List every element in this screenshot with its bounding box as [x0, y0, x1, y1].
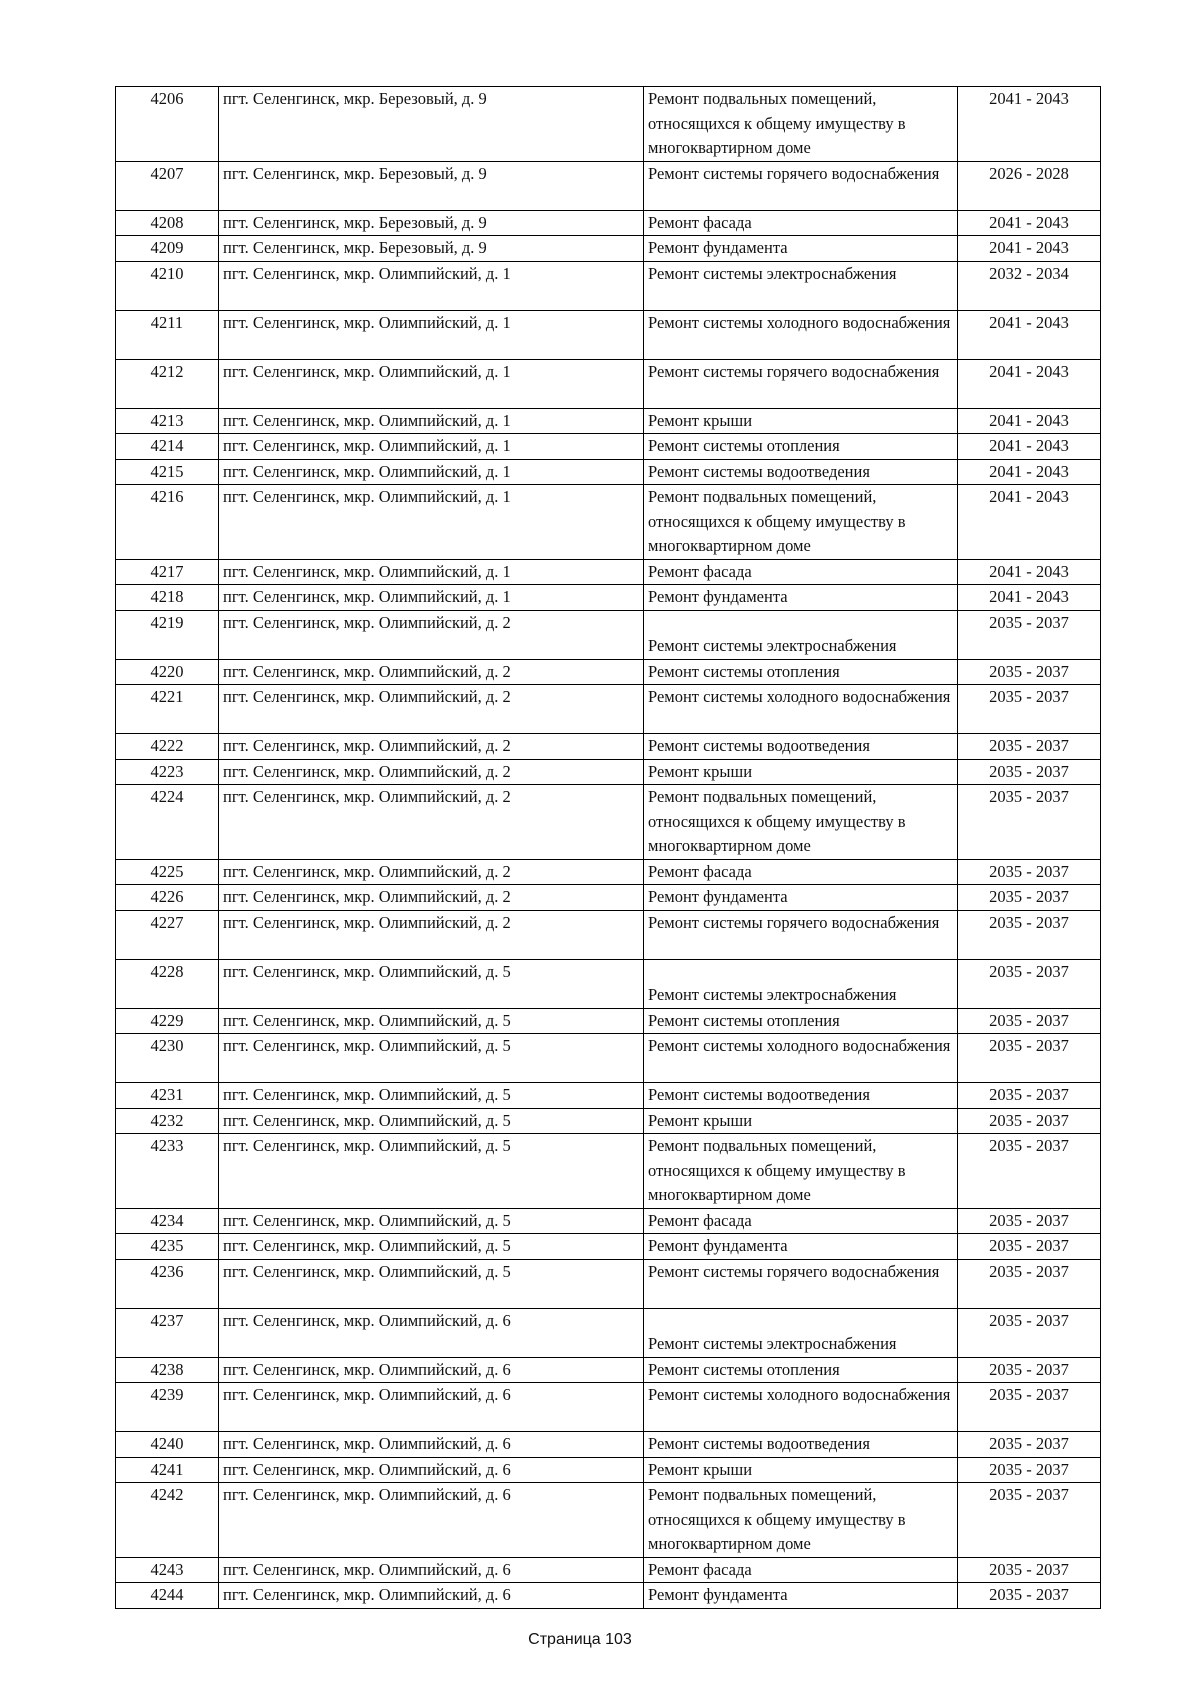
row-address: пгт. Селенгинск, мкр. Олимпийский, д. 2: [219, 610, 644, 659]
row-work-type: Ремонт фундамента: [644, 236, 958, 262]
row-period: 2035 - 2037: [958, 885, 1101, 911]
row-period: 2035 - 2037: [958, 685, 1101, 734]
row-period: 2041 - 2043: [958, 585, 1101, 611]
table-row: [116, 1034, 1101, 1083]
table-row: [116, 1383, 1101, 1432]
row-period: 2035 - 2037: [958, 859, 1101, 885]
row-number: 4220: [116, 659, 219, 685]
row-address: пгт. Селенгинск, мкр. Олимпийский, д. 6: [219, 1308, 644, 1357]
row-work-type: Ремонт системы горячего водоснабжения: [644, 910, 958, 959]
table-row: [116, 1234, 1101, 1260]
table-row: [116, 261, 1101, 310]
row-address: пгт. Селенгинск, мкр. Олимпийский, д. 1: [219, 585, 644, 611]
row-work-type: Ремонт системы горячего водоснабжения: [644, 1259, 958, 1308]
row-number: 4215: [116, 459, 219, 485]
row-address: пгт. Селенгинск, мкр. Олимпийский, д. 1: [219, 485, 644, 560]
row-period: 2035 - 2037: [958, 1208, 1101, 1234]
row-number: 4228: [116, 959, 219, 1008]
row-address: пгт. Селенгинск, мкр. Олимпийский, д. 2: [219, 734, 644, 760]
table-row: [116, 910, 1101, 959]
row-address: пгт. Селенгинск, мкр. Олимпийский, д. 6: [219, 1432, 644, 1458]
row-number: 4223: [116, 759, 219, 785]
table-row: [116, 759, 1101, 785]
row-work-type: Ремонт крыши: [644, 1108, 958, 1134]
row-period: 2035 - 2037: [958, 1134, 1101, 1209]
row-number: 4225: [116, 859, 219, 885]
row-work-type: Ремонт системы холодного водоснабжения: [644, 1383, 958, 1432]
row-number: 4212: [116, 359, 219, 408]
row-work-type: Ремонт системы отопления: [644, 659, 958, 685]
row-work-type: Ремонт системы водоотведения: [644, 1432, 958, 1458]
row-work-type: Ремонт системы электроснабжения: [644, 959, 958, 1008]
row-address: пгт. Селенгинск, мкр. Олимпийский, д. 2: [219, 759, 644, 785]
row-address: пгт. Селенгинск, мкр. Олимпийский, д. 1: [219, 459, 644, 485]
row-work-type: Ремонт системы холодного водоснабжения: [644, 310, 958, 359]
row-number: 4242: [116, 1483, 219, 1558]
row-work-type: Ремонт фасада: [644, 1208, 958, 1234]
table-row: [116, 659, 1101, 685]
table-row: [116, 236, 1101, 262]
table-row: [116, 1432, 1101, 1458]
row-period: 2035 - 2037: [958, 1034, 1101, 1083]
row-number: 4218: [116, 585, 219, 611]
table-row: [116, 1583, 1101, 1609]
table-row: [116, 885, 1101, 911]
row-number: 4209: [116, 236, 219, 262]
row-number: 4208: [116, 210, 219, 236]
row-address: пгт. Селенгинск, мкр. Олимпийский, д. 1: [219, 408, 644, 434]
row-address: пгт. Селенгинск, мкр. Березовый, д. 9: [219, 236, 644, 262]
row-period: 2041 - 2043: [958, 210, 1101, 236]
row-address: пгт. Селенгинск, мкр. Олимпийский, д. 2: [219, 885, 644, 911]
capital-repair-table: [115, 86, 1101, 1609]
row-period: 2041 - 2043: [958, 434, 1101, 460]
row-address: пгт. Селенгинск, мкр. Олимпийский, д. 1: [219, 261, 644, 310]
row-address: пгт. Селенгинск, мкр. Олимпийский, д. 5: [219, 1234, 644, 1260]
row-period: 2035 - 2037: [958, 1083, 1101, 1109]
table-row: [116, 610, 1101, 659]
row-address: пгт. Селенгинск, мкр. Олимпийский, д. 1: [219, 359, 644, 408]
table-row: [116, 1108, 1101, 1134]
row-work-type: Ремонт подвальных помещений, относящихся к общему имуществу в многоквартирном доме: [644, 87, 958, 162]
row-work-type: Ремонт системы водоотведения: [644, 1083, 958, 1109]
row-number: 4219: [116, 610, 219, 659]
row-work-type: Ремонт подвальных помещений, относящихся к общему имуществу в многоквартирном доме: [644, 485, 958, 560]
row-number: 4231: [116, 1083, 219, 1109]
row-address: пгт. Селенгинск, мкр. Олимпийский, д. 5: [219, 1134, 644, 1209]
row-address: пгт. Селенгинск, мкр. Олимпийский, д. 6: [219, 1483, 644, 1558]
row-period: 2035 - 2037: [958, 759, 1101, 785]
row-number: 4217: [116, 559, 219, 585]
row-address: пгт. Селенгинск, мкр. Олимпийский, д. 2: [219, 685, 644, 734]
row-period: 2035 - 2037: [958, 910, 1101, 959]
row-period: 2041 - 2043: [958, 87, 1101, 162]
row-work-type: Ремонт системы электроснабжения: [644, 1308, 958, 1357]
row-address: пгт. Селенгинск, мкр. Олимпийский, д. 2: [219, 659, 644, 685]
row-period: 2035 - 2037: [958, 1457, 1101, 1483]
row-period: 2035 - 2037: [958, 610, 1101, 659]
row-work-type: Ремонт системы водоотведения: [644, 459, 958, 485]
row-work-type: Ремонт фундамента: [644, 1583, 958, 1609]
row-number: 4207: [116, 161, 219, 210]
row-number: 4244: [116, 1583, 219, 1609]
row-address: пгт. Селенгинск, мкр. Олимпийский, д. 2: [219, 785, 644, 860]
row-number: 4240: [116, 1432, 219, 1458]
row-period: 2035 - 2037: [958, 959, 1101, 1008]
row-number: 4226: [116, 885, 219, 911]
row-period: 2041 - 2043: [958, 459, 1101, 485]
row-work-type: Ремонт системы электроснабжения: [644, 610, 958, 659]
row-address: пгт. Селенгинск, мкр. Олимпийский, д. 5: [219, 1083, 644, 1109]
row-address: пгт. Селенгинск, мкр. Березовый, д. 9: [219, 87, 644, 162]
row-number: 4229: [116, 1008, 219, 1034]
row-address: пгт. Селенгинск, мкр. Олимпийский, д. 5: [219, 1034, 644, 1083]
row-work-type: Ремонт системы отопления: [644, 434, 958, 460]
table-row: [116, 310, 1101, 359]
row-address: пгт. Селенгинск, мкр. Олимпийский, д. 6: [219, 1557, 644, 1583]
row-address: пгт. Селенгинск, мкр. Олимпийский, д. 1: [219, 559, 644, 585]
row-address: пгт. Селенгинск, мкр. Олимпийский, д. 5: [219, 1108, 644, 1134]
row-number: 4227: [116, 910, 219, 959]
row-work-type: Ремонт крыши: [644, 1457, 958, 1483]
row-number: 4232: [116, 1108, 219, 1134]
table-row: [116, 1208, 1101, 1234]
row-number: 4224: [116, 785, 219, 860]
row-address: пгт. Селенгинск, мкр. Олимпийский, д. 5: [219, 1208, 644, 1234]
row-work-type: Ремонт фундамента: [644, 1234, 958, 1260]
row-number: 4243: [116, 1557, 219, 1583]
row-period: 2035 - 2037: [958, 1357, 1101, 1383]
row-address: пгт. Селенгинск, мкр. Олимпийский, д. 5: [219, 959, 644, 1008]
row-work-type: Ремонт крыши: [644, 759, 958, 785]
row-work-type: Ремонт подвальных помещений, относящихся к общему имуществу в многоквартирном доме: [644, 1483, 958, 1558]
table-row: [116, 359, 1101, 408]
row-number: 4230: [116, 1034, 219, 1083]
row-work-type: Ремонт системы отопления: [644, 1357, 958, 1383]
row-work-type: Ремонт подвальных помещений, относящихся к общему имуществу в многоквартирном доме: [644, 1134, 958, 1209]
row-period: 2026 - 2028: [958, 161, 1101, 210]
row-period: 2035 - 2037: [958, 1008, 1101, 1034]
table-row: [116, 685, 1101, 734]
row-address: пгт. Селенгинск, мкр. Березовый, д. 9: [219, 210, 644, 236]
row-period: 2035 - 2037: [958, 785, 1101, 860]
row-number: 4233: [116, 1134, 219, 1209]
row-period: 2041 - 2043: [958, 359, 1101, 408]
row-period: 2035 - 2037: [958, 1557, 1101, 1583]
row-period: 2035 - 2037: [958, 659, 1101, 685]
row-address: пгт. Селенгинск, мкр. Олимпийский, д. 5: [219, 1259, 644, 1308]
table-row: [116, 434, 1101, 460]
row-period: 2041 - 2043: [958, 310, 1101, 359]
table-row: [116, 1008, 1101, 1034]
row-work-type: Ремонт системы холодного водоснабжения: [644, 685, 958, 734]
row-period: 2035 - 2037: [958, 1432, 1101, 1458]
row-work-type: Ремонт подвальных помещений, относящихся к общему имуществу в многоквартирном доме: [644, 785, 958, 860]
row-address: пгт. Селенгинск, мкр. Олимпийский, д. 5: [219, 1008, 644, 1034]
row-number: 4238: [116, 1357, 219, 1383]
row-number: 4235: [116, 1234, 219, 1260]
table-row: [116, 1083, 1101, 1109]
row-work-type: Ремонт системы электроснабжения: [644, 261, 958, 310]
row-address: пгт. Селенгинск, мкр. Олимпийский, д. 1: [219, 310, 644, 359]
row-address: пгт. Селенгинск, мкр. Олимпийский, д. 2: [219, 910, 644, 959]
row-work-type: Ремонт системы горячего водоснабжения: [644, 359, 958, 408]
row-number: 4206: [116, 87, 219, 162]
table-row: [116, 1483, 1101, 1558]
table-row: [116, 210, 1101, 236]
table-row: [116, 1259, 1101, 1308]
table-row: [116, 859, 1101, 885]
row-period: 2035 - 2037: [958, 1308, 1101, 1357]
row-address: пгт. Селенгинск, мкр. Олимпийский, д. 1: [219, 434, 644, 460]
row-work-type: Ремонт крыши: [644, 408, 958, 434]
row-work-type: Ремонт фундамента: [644, 885, 958, 911]
row-period: 2041 - 2043: [958, 408, 1101, 434]
table-row: [116, 485, 1101, 560]
row-work-type: Ремонт фасада: [644, 1557, 958, 1583]
row-address: пгт. Селенгинск, мкр. Олимпийский, д. 6: [219, 1457, 644, 1483]
row-period: 2035 - 2037: [958, 1483, 1101, 1558]
row-number: 4210: [116, 261, 219, 310]
row-period: 2041 - 2043: [958, 559, 1101, 585]
table-row: [116, 785, 1101, 860]
row-period: 2035 - 2037: [958, 1108, 1101, 1134]
row-address: пгт. Селенгинск, мкр. Олимпийский, д. 6: [219, 1583, 644, 1609]
row-period: 2041 - 2043: [958, 236, 1101, 262]
row-period: 2035 - 2037: [958, 1583, 1101, 1609]
row-work-type: Ремонт системы горячего водоснабжения: [644, 161, 958, 210]
row-number: 4241: [116, 1457, 219, 1483]
row-address: пгт. Селенгинск, мкр. Олимпийский, д. 6: [219, 1357, 644, 1383]
table-row: [116, 585, 1101, 611]
page-number: Страница 103: [528, 1631, 632, 1648]
row-number: 4221: [116, 685, 219, 734]
table-row: [116, 559, 1101, 585]
table-row: [116, 734, 1101, 760]
row-work-type: Ремонт системы водоотведения: [644, 734, 958, 760]
row-address: пгт. Селенгинск, мкр. Олимпийский, д. 6: [219, 1383, 644, 1432]
row-work-type: Ремонт фасада: [644, 210, 958, 236]
row-work-type: Ремонт системы отопления: [644, 1008, 958, 1034]
row-number: 4234: [116, 1208, 219, 1234]
row-number: 4213: [116, 408, 219, 434]
row-number: 4214: [116, 434, 219, 460]
table-row: [116, 87, 1101, 162]
row-period: 2032 - 2034: [958, 261, 1101, 310]
row-number: 4236: [116, 1259, 219, 1308]
table-row: [116, 1308, 1101, 1357]
row-period: 2035 - 2037: [958, 1234, 1101, 1260]
table-row: [116, 161, 1101, 210]
row-number: 4211: [116, 310, 219, 359]
row-number: 4239: [116, 1383, 219, 1432]
row-work-type: Ремонт фундамента: [644, 585, 958, 611]
row-period: 2035 - 2037: [958, 1259, 1101, 1308]
row-period: 2041 - 2043: [958, 485, 1101, 560]
row-work-type: Ремонт фасада: [644, 559, 958, 585]
row-number: 4222: [116, 734, 219, 760]
row-address: пгт. Селенгинск, мкр. Олимпийский, д. 2: [219, 859, 644, 885]
row-address: пгт. Селенгинск, мкр. Березовый, д. 9: [219, 161, 644, 210]
table-row: [116, 1557, 1101, 1583]
row-work-type: Ремонт фасада: [644, 859, 958, 885]
row-work-type: Ремонт системы холодного водоснабжения: [644, 1034, 958, 1083]
table-row: [116, 1457, 1101, 1483]
table-row: [116, 1134, 1101, 1209]
table-row: [116, 408, 1101, 434]
table-row: [116, 1357, 1101, 1383]
table-row: [116, 959, 1101, 1008]
row-number: 4237: [116, 1308, 219, 1357]
row-period: 2035 - 2037: [958, 734, 1101, 760]
row-period: 2035 - 2037: [958, 1383, 1101, 1432]
row-number: 4216: [116, 485, 219, 560]
table-row: [116, 459, 1101, 485]
